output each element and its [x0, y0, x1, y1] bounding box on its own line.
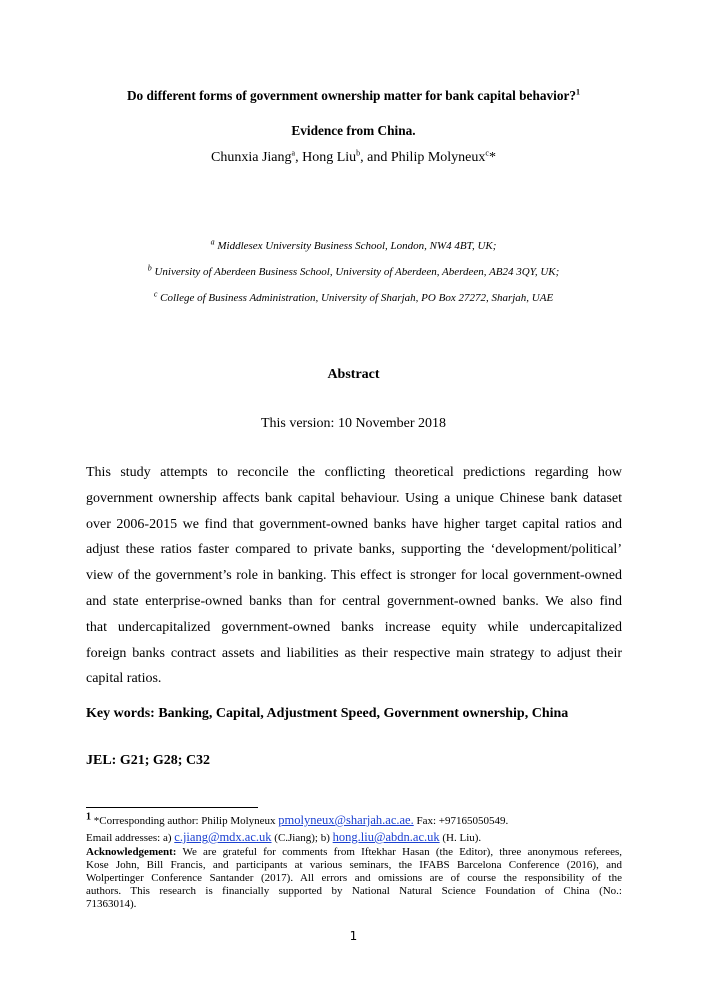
footnote-text: Email addresses: a) [86, 832, 175, 844]
author-affil-mark: c [485, 148, 489, 158]
affiliation-text: College of Business Administration, University of Sharjah, PO Box 27272, Sharjah, UAE [157, 292, 554, 304]
footnote-fax: Fax: +97165050549. [413, 815, 509, 827]
abstract-heading: Abstract [327, 367, 380, 382]
author-affil-mark: a [291, 148, 296, 158]
footnote-emails [86, 831, 622, 845]
acknowledgement-label: Acknowledgement: [86, 846, 177, 858]
author-separator: * [488, 150, 496, 165]
abstract-line: adjust these ratios faster compared to private banks, supporting the ‘development/political’ [86, 542, 622, 558]
footnote-text: *Corresponding author: Philip Molyneux [91, 815, 279, 827]
title-footnote-mark: 1 [576, 87, 581, 97]
paper-title-line-1 [0, 88, 707, 104]
affiliation-text: Middlesex University Business School, London, NW4 4BT, UK; [214, 240, 497, 252]
acknowledgement-line: Wolpertinger Conference Santander (2017). All errors and omissions are of course the responsibility of the [86, 872, 622, 884]
footnote-text: (C.Jiang); b) [271, 832, 333, 844]
acknowledgement-line: authors. This research is financially supported by National Natural Science Foundation of China (No.: [86, 885, 622, 897]
author-separator: , [295, 150, 303, 165]
abstract-line: foreign banks contract assets and liabilities as their respective main strategy to adjust their [86, 645, 622, 661]
footnote-corresponding [86, 811, 622, 828]
email-link-molyneux[interactable]: pmolyneux@sharjah.ac.ae. [278, 813, 414, 827]
acknowledgement-text: We are grateful for comments from Iftekhar Hasan (the Editor), three anonymous referees, [176, 846, 622, 858]
footnotes [86, 811, 622, 911]
abstract-line: capital ratios. [86, 671, 162, 687]
footnote-divider [86, 807, 258, 808]
abstract-line: that undercapitalized government-owned banks increase equity while undercapitalized [86, 619, 622, 635]
acknowledgement-line: Kose John, Bill Francis, and participants at various seminars, the IFABS Barcelona Conference (2016), and [86, 859, 622, 871]
affiliation-mark: a [210, 237, 215, 247]
footnote-text: (H. Liu). [439, 832, 482, 844]
author-name: Chunxia Jiang [211, 150, 292, 165]
affiliation-text: University of Aberdeen Business School, University of Aberdeen, Aberdeen, AB24 3QY, UK; [151, 266, 560, 278]
author-separator: , and [360, 150, 391, 165]
keywords: Key words: Banking, Capital, Adjustment Speed, Government ownership, China [86, 706, 569, 721]
acknowledgement-line [86, 846, 622, 859]
affiliation-c [0, 289, 707, 304]
author-name: Philip Molyneux [390, 150, 486, 165]
jel-codes: JEL: G21; G28; C32 [86, 753, 211, 768]
abstract-line: and state enterprise-owned banks than for central government-owned banks. We also find [86, 593, 622, 609]
version-date: This version: 10 November 2018 [260, 416, 447, 431]
abstract-line: view of the government’s role in banking. This effect is stronger for local government-owned [86, 568, 622, 584]
abstract-line: over 2006-2015 we find that government-owned banks have higher target capital ratios and [86, 516, 622, 532]
affiliation-a [0, 237, 707, 252]
acknowledgement-line: 71363014). [86, 898, 137, 910]
title-text: Do different forms of government ownership matter for bank capital behavior? [126, 88, 577, 103]
email-link-jiang[interactable]: c.jiang@mdx.ac.uk [174, 830, 272, 844]
paper-title-line-2: Evidence from China. [291, 123, 416, 138]
email-link-liu[interactable]: hong.liu@abdn.ac.uk [332, 830, 440, 844]
affiliation-mark: c [153, 289, 158, 299]
author-name: Hong Liu [302, 150, 357, 165]
affiliation-b [0, 263, 707, 278]
page-number: 1 [349, 929, 358, 943]
abstract-line: This study attempts to reconcile the conflicting theoretical predictions regarding how [86, 465, 622, 480]
author-list [0, 150, 707, 166]
abstract-body [86, 460, 622, 692]
abstract-line: government ownership affects bank capital behaviour. Using a unique Chinese bank dataset [86, 490, 622, 506]
author-affil-mark: b [356, 148, 361, 158]
footnote-mark: 1 [86, 811, 91, 823]
affiliation-mark: b [147, 263, 152, 273]
